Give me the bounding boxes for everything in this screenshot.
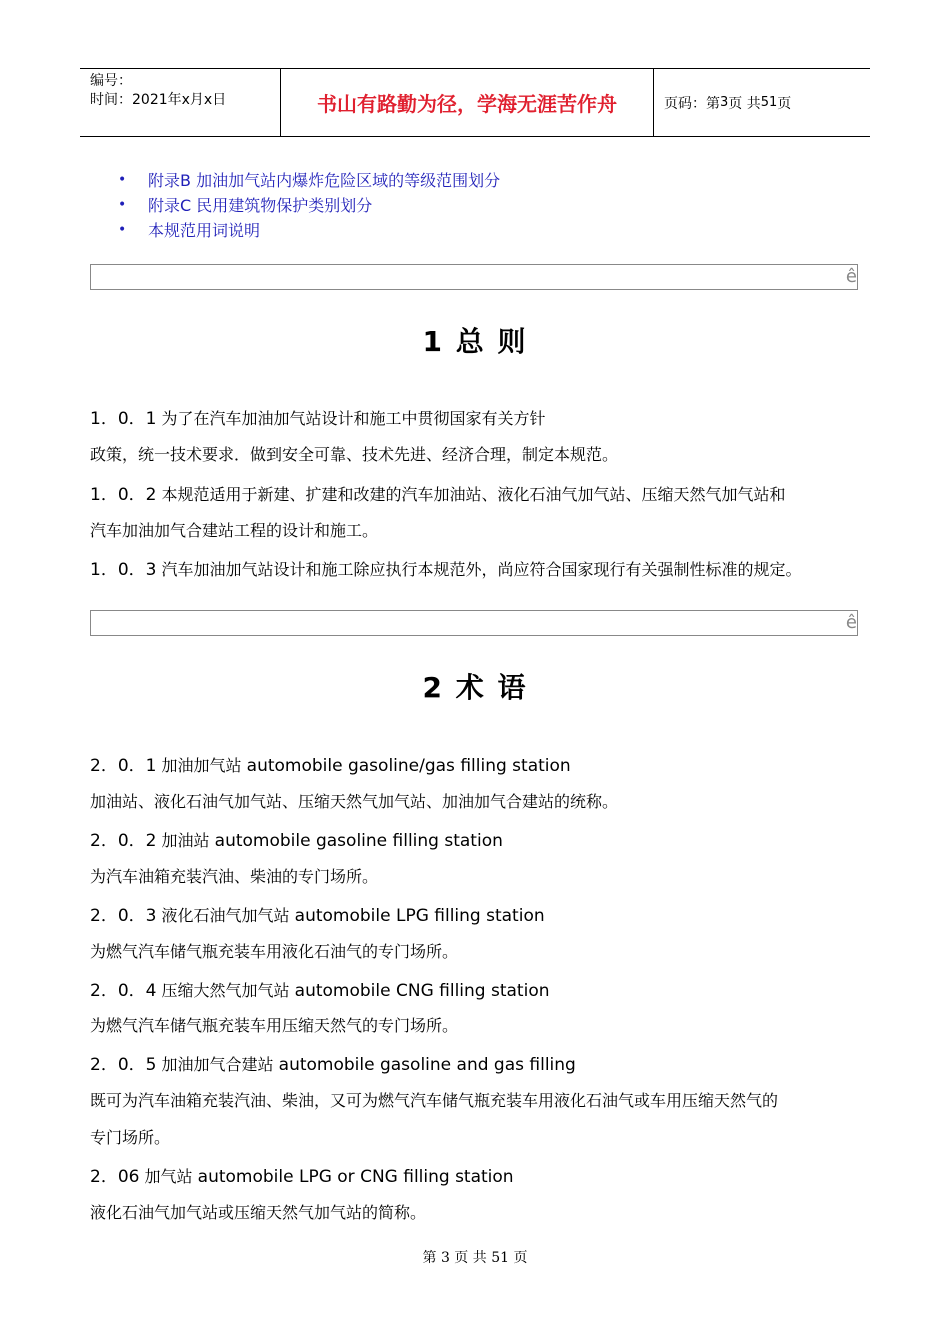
page-num: 3: [720, 95, 729, 110]
clause-number: 1．0．3: [90, 560, 157, 580]
clause-text: 为了在汽车加油加气站设计和施工中贯彻国家有关方针: [161, 409, 546, 428]
page-prefix: 页码：第: [664, 95, 720, 112]
term-number: 2．0．1: [90, 756, 157, 776]
toc-link-appendix-c[interactable]: [118, 193, 500, 218]
term-cn: 加油加气合建站: [161, 1055, 274, 1074]
term-cn: 加油加气站: [161, 756, 242, 775]
clause-number: 1．0．1: [90, 409, 157, 429]
term-en: automobile gasoline filling station: [214, 831, 503, 851]
clause-1-0-2: [90, 480, 786, 505]
expand-icon[interactable]: ê: [845, 266, 857, 287]
term-en: automobile gasoline and gas filling: [278, 1055, 576, 1075]
term-en: automobile LPG filling station: [294, 906, 545, 926]
toc-item-letter: C: [180, 196, 192, 215]
time-label: 时间：2021年x月x日: [90, 92, 227, 108]
term-number: 2．0．4: [90, 981, 157, 1001]
page-total: 51: [760, 95, 778, 110]
clause-text: 本规范适用于新建、扩建和改建的汽车加油站、液化石油气加气站、压缩天然气加气站和: [161, 485, 786, 504]
term-definition: 加油站、液化石油气加气站、压缩天然气加气站、加油加气合建站的统称。: [90, 792, 619, 811]
term-number: 2．0．5: [90, 1055, 157, 1075]
code-label: 编号：: [90, 73, 132, 89]
term-definition: 为汽车油箱充装汽油、柴油的专门场所。: [90, 867, 379, 886]
page-mid: 页 共: [728, 95, 761, 112]
clause-number: 1．0．2: [90, 485, 157, 505]
term-cn: 加气站: [144, 1167, 193, 1186]
section-divider-box: [90, 610, 858, 636]
term-2-0-5: [90, 1050, 576, 1075]
term-cn: 液化石油气加气站: [161, 906, 290, 925]
term-number: 2．0．3: [90, 906, 157, 926]
page-footer: 第 3 页 共 51 页: [422, 1250, 528, 1266]
term-2-0-4: [90, 976, 550, 1001]
term-definition: 既可为汽车油箱充装汽油、柴油，又可为燃气汽车储气瓶充装车用液化石油气或车用压缩天然气的: [90, 1091, 779, 1110]
header-motto: 书山有路勤为径，学海无涯苦作舟: [281, 69, 654, 136]
toc-link-terms[interactable]: [118, 218, 500, 243]
toc-item-title: 本规范用词说明: [148, 221, 261, 240]
clause-1-0-1: [90, 404, 546, 429]
toc-item-letter: B: [180, 171, 191, 190]
term-definition: 为燃气汽车储气瓶充装车用液化石油气的专门场所。: [90, 942, 459, 961]
term-number: 2．06: [90, 1167, 140, 1187]
term-cn: 压缩大然气加气站: [161, 981, 290, 1000]
term-2-0-1: [90, 751, 571, 776]
clause-text-continued: 汽车加油加气合建站工程的设计和施工。: [90, 521, 379, 540]
term-en: automobile LPG or CNG filling station: [197, 1167, 514, 1187]
clause-text: 汽车加油加气站设计和施工除应执行本规范外，尚应符合国家现行有关强制性标准的规定。: [161, 560, 802, 579]
header-meta: [80, 69, 281, 136]
term-number: 2．0．2: [90, 831, 157, 851]
term-definition: 液化石油气加气站或压缩天然气加气站的简称。: [90, 1203, 427, 1222]
chapter-1-heading: [0, 320, 950, 360]
expand-icon[interactable]: ê: [845, 612, 857, 633]
term-2-0-2: [90, 826, 503, 851]
section-divider-box: [90, 264, 858, 290]
toc-link-appendix-b[interactable]: [118, 168, 500, 193]
toc-list: [118, 168, 500, 243]
header-page-info: [654, 69, 870, 136]
term-2-0-3: [90, 901, 545, 926]
term-definition-continued: 专门场所。: [90, 1128, 171, 1147]
chapter-2-heading: [0, 666, 950, 706]
chapter-number: 1: [422, 325, 444, 358]
chapter-title: 术 语: [455, 671, 528, 704]
page-header: [80, 68, 870, 137]
page-suffix: 页: [777, 95, 792, 112]
toc-item-title: 加油加气站内爆炸危险区域的等级范围划分: [191, 171, 501, 190]
chapter-title: 总 则: [455, 325, 528, 358]
term-en: automobile CNG filling station: [294, 981, 550, 1001]
term-en: automobile gasoline/gas filling station: [246, 756, 571, 776]
toc-item-title: 民用建筑物保护类别划分: [191, 196, 373, 215]
term-definition: 为燃气汽车储气瓶充装车用压缩天然气的专门场所。: [90, 1016, 459, 1035]
toc-item-prefix: 附录: [148, 171, 181, 190]
term-2-0-6: [90, 1162, 514, 1187]
clause-text-continued: 政策，统一技术要求．做到安全可靠、技术先进、经济合理，制定本规范。: [90, 445, 619, 464]
toc-item-prefix: 附录: [148, 196, 181, 215]
term-cn: 加油站: [161, 831, 210, 850]
chapter-number: 2: [422, 671, 444, 704]
clause-1-0-3: [90, 555, 802, 580]
